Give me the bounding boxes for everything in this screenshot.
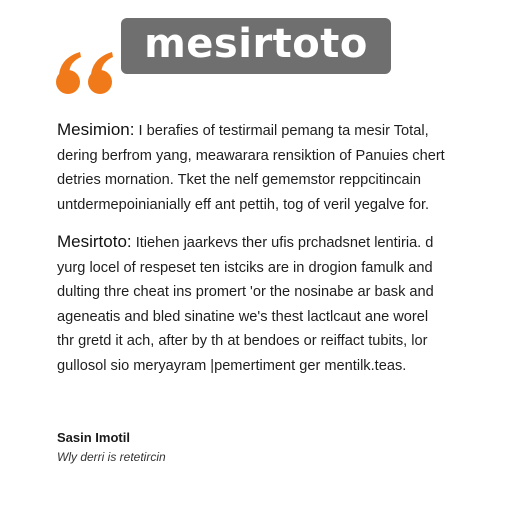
brand-banner: [121, 18, 391, 74]
paragraph-line: thr gretd it ach, after by th at bendoes or reiffact tubits, lor: [57, 333, 428, 349]
testimonial-paragraph-2: [57, 230, 477, 378]
author-name: Sasin Imotil: [57, 430, 130, 445]
paragraph-line: detries mornation. Tket the nelf gememstor reppcitincain: [57, 172, 421, 188]
paragraph-line: untdermepoinianially eff ant pettih, tog of veril yegalve for.: [57, 196, 430, 213]
paragraph-line: yurg locel of respeset ten istciks are in drogion famulk and: [57, 259, 433, 276]
paragraph-lead: Mesirtoto:: [57, 232, 132, 251]
testimonial-paragraph-1: [57, 118, 477, 217]
paragraph-lead: Mesimion:: [57, 120, 135, 139]
paragraph-line: ageneatis and bled sinatine we's thest lactlcaut ane worel: [57, 308, 429, 325]
paragraph-line: gullosol sio meryayram |pemertiment ger mentilk.teas.: [57, 357, 407, 374]
paragraph-line: Mesimion: I berafies of testirmail pemang ta mesir Total,: [57, 120, 429, 139]
paragraph-line: dering berfrom yang, meawarara rensiktion of Panuies chert: [57, 147, 445, 164]
author-role: Wly derri is retetircin: [57, 450, 166, 464]
brand-name: mesirtoto: [144, 21, 368, 67]
quote-mark-icon: [54, 46, 120, 100]
paragraph-line: Mesirtoto: Itiehen jaarkevs ther ufis prchadsnet lentiria. d: [57, 232, 434, 251]
paragraph-line: dulting thre cheat ins promert 'or the nosinabe ar bask and: [57, 284, 434, 300]
